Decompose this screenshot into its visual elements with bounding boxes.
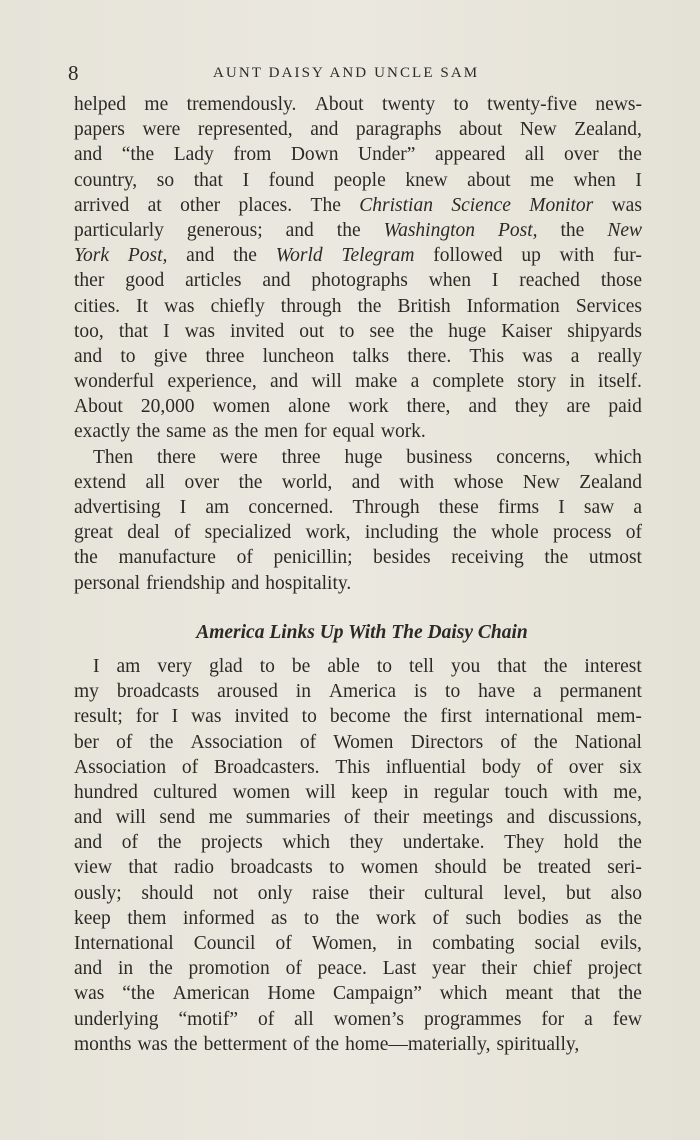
text-line: wonderful experience, and will make a complete story in itself. (74, 371, 642, 393)
text-line: International Council of Women, in combating social evils, (74, 933, 642, 954)
text-line: extend all over the world, and with whose New Zealand (74, 471, 642, 493)
text-line: country, so that I found people knew about me when I (74, 169, 642, 191)
text-line: and will send me summaries of their meetings and discussions, (74, 807, 642, 829)
text-line: ther good articles and photographs when I reached those (74, 270, 642, 292)
text-line: ously; should not only raise their cultural level, but also (74, 882, 642, 904)
section-heading: America Links Up With The Daisy Chain (196, 621, 528, 643)
text-line: Then there were three huge business concerns, which (93, 446, 642, 468)
text-line: particularly generous; and the Washington Post, the New (74, 219, 642, 241)
text-line: cities. It was chiefly through the British Information Services (74, 295, 642, 317)
text-line: I am very glad to be able to tell you that the interest (93, 655, 642, 677)
text-line: the manufacture of penicillin; besides receiving the utmost (74, 547, 642, 569)
text-line: and in the promotion of peace. Last year their chief project (74, 958, 642, 980)
text-line: my broadcasts aroused in America is to have a permanent (74, 681, 642, 703)
text-line: ber of the Association of Women Directors of the National (74, 731, 642, 753)
running-head: AUNT DAISY AND UNCLE SAM (213, 65, 480, 81)
text-line: was “the American Home Campaign” which meant that the (74, 983, 642, 1005)
text-line: hundred cultured women will keep in regular touch with me, (74, 781, 642, 803)
text-line: advertising I am concerned. Through these firms I saw a (74, 497, 642, 518)
paragraph-block-after-heading (74, 654, 642, 1057)
text-line: result; for I was invited to become the first international mem- (74, 706, 642, 728)
page-header (68, 60, 643, 86)
text-line: too, that I was invited out to see the huge Kaiser shipyards (74, 320, 642, 342)
body-text (74, 92, 642, 1057)
text-line: underlying “motif” of all women’s programmes for a few (74, 1008, 642, 1030)
text-line: and to give three luncheon talks there. This was a really (74, 345, 642, 367)
text-line: Association of Broadcasters. This influential body of over six (74, 756, 642, 778)
text-line: papers were represented, and paragraphs about New Zealand, (74, 119, 642, 141)
text-line: months was the betterment of the home—materially, spiritually, (74, 1033, 580, 1055)
text-line: About 20,000 women alone work there, and they are paid (74, 396, 642, 418)
text-line: arrived at other places. The Christian Science Monitor was (74, 194, 642, 216)
text-line: keep them informed as to the work of such bodies as the (74, 907, 642, 929)
text-line: and of the projects which they undertake. They hold the (74, 832, 642, 854)
paragraph (74, 92, 642, 445)
page-number: 8 (68, 61, 79, 85)
paragraph-block-before-heading (74, 92, 642, 596)
paragraph (74, 654, 642, 1057)
text-line: great deal of specialized work, including the whole process of (74, 522, 642, 544)
text-line: exactly the same as the men for equal work. (74, 421, 426, 443)
text-line: and “the Lady from Down Under” appeared all over the (74, 144, 642, 166)
paragraph (74, 445, 642, 596)
text-line: helped me tremendously. About twenty to twenty-five news- (74, 94, 642, 115)
text-line: York Post, and the World Telegram followed up with fur- (74, 245, 642, 267)
text-line: view that radio broadcasts to women should be treated seri- (74, 857, 642, 879)
text-line: personal friendship and hospitality. (74, 572, 352, 594)
